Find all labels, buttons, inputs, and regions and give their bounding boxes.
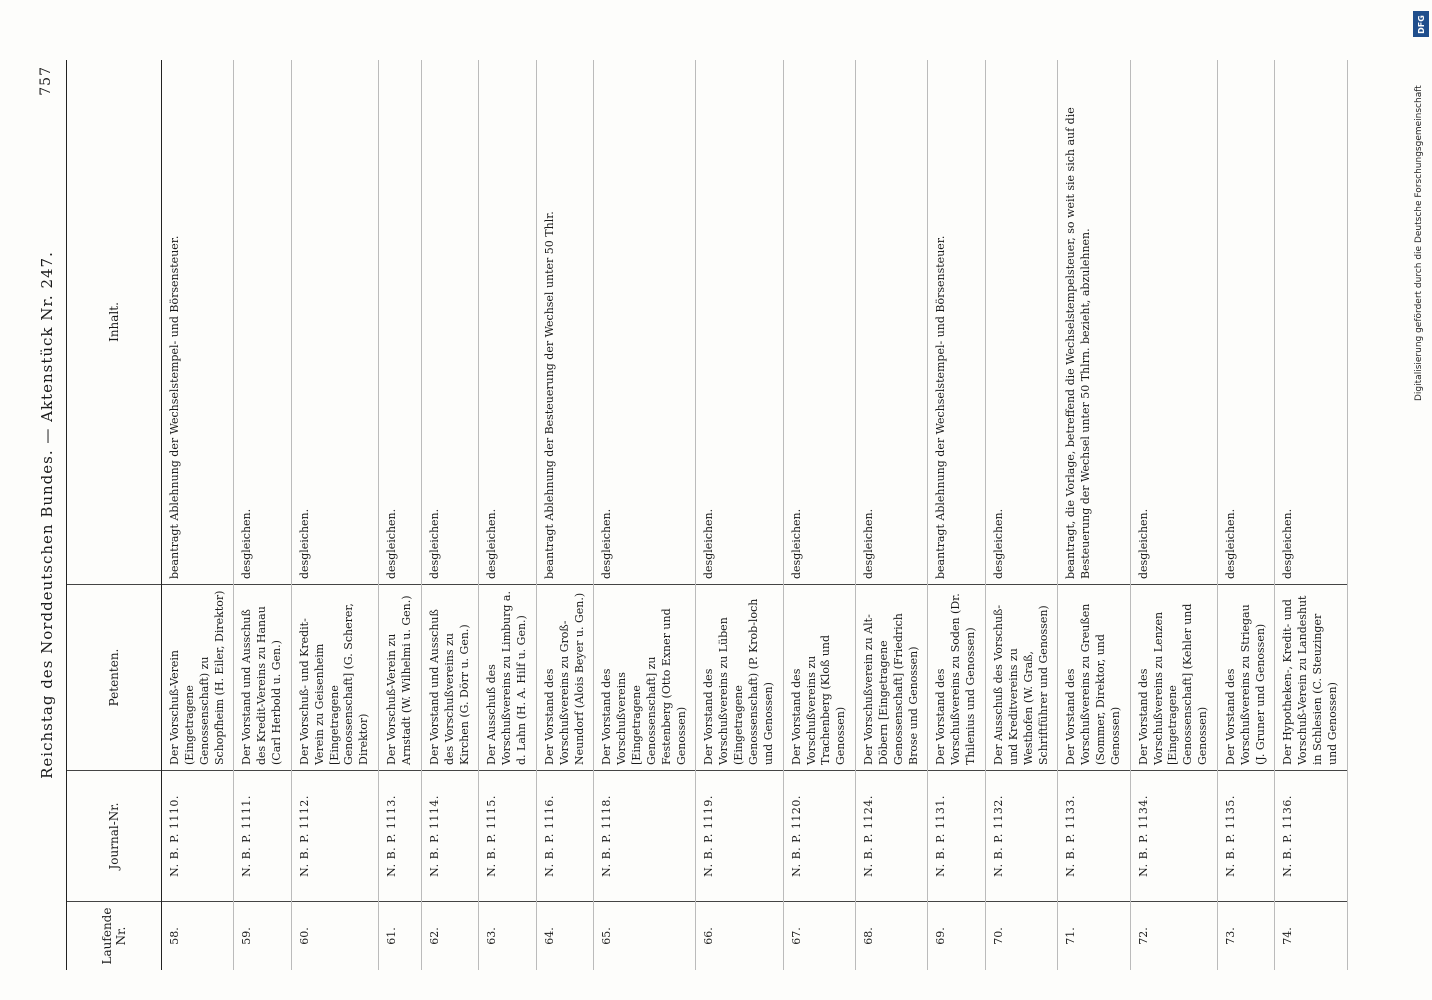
- journal-number: N. B. P. 1131.: [928, 771, 986, 902]
- digitization-credit: Digitalisierung gefördert durch die Deutsche Forschungsgemeinschaft: [1414, 85, 1424, 401]
- petition-content: beantragt Ablehnung der Besteuerung der Wechsel unter 50 Thlr.: [536, 60, 594, 585]
- petitioner: Der Vorschuß-Verein zu Arnstadt (W. Wilhelmi u. Gen.): [379, 585, 422, 771]
- row-number: 68.: [856, 902, 928, 971]
- petitioner: Der Vorschuß-Verein (Eingetragene Genossenschaft) zu Schopfheim (H. Eiler, Direktor): [162, 585, 234, 771]
- table-row: [1217, 60, 1275, 970]
- table-row: [1130, 60, 1217, 970]
- table-row: [856, 60, 928, 970]
- petitioner: Der Vorstand des Vorschußvereins zu Lüben (Eingetragene Genossenschaft) (P. Krob-loch und Genossen): [696, 585, 783, 771]
- col-header-sender: Petenten.: [67, 585, 162, 771]
- table-row: [783, 60, 855, 970]
- petition-table: [66, 60, 1348, 970]
- table-row: [291, 60, 378, 970]
- table-row: [421, 60, 479, 970]
- journal-number: N. B. P. 1134.: [1130, 771, 1217, 902]
- table-row: [536, 60, 594, 970]
- journal-number: N. B. P. 1135.: [1217, 771, 1275, 902]
- petition-content: desgleichen.: [379, 60, 422, 585]
- petition-content: desgleichen.: [783, 60, 855, 585]
- digitization-sidebar: [1412, 5, 1430, 995]
- dfg-logo: DFG: [1413, 11, 1429, 37]
- row-number: 62.: [421, 902, 479, 971]
- row-number: 67.: [783, 902, 855, 971]
- row-number: 61.: [379, 902, 422, 971]
- petitioner: Der Vorstand des Vorschußvereins zu Soden (Dr. Thilenius und Genossen): [928, 585, 986, 771]
- row-number: 74.: [1275, 902, 1347, 971]
- petitioner: Der Vorstand und Ausschuß des Kredit-Vereins zu Hanau (Carl Herbold u. Gen.): [234, 585, 292, 771]
- petition-content: beantragt Ablehnung der Wechselstempel- und Börsensteuer.: [928, 60, 986, 585]
- petition-content: desgleichen.: [479, 60, 537, 585]
- row-number: 70.: [985, 902, 1057, 971]
- table-row: [696, 60, 783, 970]
- petition-content: desgleichen.: [696, 60, 783, 585]
- row-number: 66.: [696, 902, 783, 971]
- petitioner: Der Vorstand des Vorschußvereins zu Lenzen [Eingetragene Genossenschaft] (Kehler und Genossen): [1130, 585, 1217, 771]
- row-number: 58.: [162, 902, 234, 971]
- table-header-row: [67, 60, 162, 970]
- table-row: [379, 60, 422, 970]
- petition-content: desgleichen.: [856, 60, 928, 585]
- petition-content: desgleichen.: [594, 60, 696, 585]
- journal-number: N. B. P. 1110.: [162, 771, 234, 902]
- journal-number: N. B. P. 1118.: [594, 771, 696, 902]
- journal-number: N. B. P. 1115.: [479, 771, 537, 902]
- petition-content: desgleichen.: [1275, 60, 1347, 585]
- table-row: [479, 60, 537, 970]
- journal-number: N. B. P. 1133.: [1058, 771, 1130, 902]
- petition-content: desgleichen.: [1130, 60, 1217, 585]
- col-header-journal: Journal-Nr.: [67, 771, 162, 902]
- petitioner: Der Vorstand des Vorschußvereins [Eingetragene Genossenschaft] zu Festenberg (Otto Exner und Genossen): [594, 585, 696, 771]
- petition-content: desgleichen.: [1217, 60, 1275, 585]
- petitioner: Der Ausschuß des Vorschuß- und Kreditvereins zu Westhofen (W. Graß, Schriftführer und Genossen): [985, 585, 1057, 771]
- journal-number: N. B. P. 1120.: [783, 771, 855, 902]
- row-number: 63.: [479, 902, 537, 971]
- journal-number: N. B. P. 1119.: [696, 771, 783, 902]
- rotated-document-page: [30, 60, 1339, 970]
- journal-number: N. B. P. 1113.: [379, 771, 422, 902]
- page-number: 757: [38, 66, 54, 96]
- table-row: [162, 60, 234, 970]
- petition-content: desgleichen.: [291, 60, 378, 585]
- journal-number: N. B. P. 1111.: [234, 771, 292, 902]
- row-number: 64.: [536, 902, 594, 971]
- journal-number: N. B. P. 1116.: [536, 771, 594, 902]
- journal-number: N. B. P. 1124.: [856, 771, 928, 902]
- header-title: Reichstag des Norddeutschen Bundes. — Aktenstück Nr. 247.: [38, 251, 56, 779]
- row-number: 71.: [1058, 902, 1130, 971]
- table-row: [594, 60, 696, 970]
- table-row: [985, 60, 1057, 970]
- petitioner: Der Vorstand des Vorschußvereins zu Groß-Neundorf (Alois Beyer u. Gen.): [536, 585, 594, 771]
- petitioner: Der Vorstand des Vorschußvereins zu Greußen (Sommer, Direktor, und Genossen): [1058, 585, 1130, 771]
- petitioner: Der Ausschuß des Vorschußvereins zu Limburg a. d. Lahn (H. A. Hilf u. Gen.): [479, 585, 537, 771]
- row-number: 60.: [291, 902, 378, 971]
- petitioner: Der Hypotheken-, Kredit- und Vorschuß-Verein zu Landeshut in Schlesien (C. Steuzinger und Genossen): [1275, 585, 1347, 771]
- petition-content: desgleichen.: [985, 60, 1057, 585]
- journal-number: N. B. P. 1136.: [1275, 771, 1347, 902]
- petition-content: beantragt Ablehnung der Wechselstempel- und Börsensteuer.: [162, 60, 234, 585]
- table-row: [1275, 60, 1347, 970]
- petitioner: Der Vorstand und Ausschuß des Vorschußvereins zu Kirchen (G. Dörr u. Gen.): [421, 585, 479, 771]
- row-number: 59.: [234, 902, 292, 971]
- petition-content: beantragt, die Vorlage, betreffend die Wechselstempelsteuer, so weit sie sich auf die Besteuerung der Wechsel unter 50 Thlrn. bezieht, abzulehnen.: [1058, 60, 1130, 585]
- petitioner: Der Vorschuß- und Kredit-Verein zu Geisenheim [Eingetragene Genossenschaft] (G. Scherer, Direktor): [291, 585, 378, 771]
- table-row: [234, 60, 292, 970]
- row-number: 73.: [1217, 902, 1275, 971]
- table-row: [1058, 60, 1130, 970]
- col-header-nr: Laufende Nr.: [67, 902, 162, 971]
- row-number: 69.: [928, 902, 986, 971]
- petitioner: Der Vorstand des Vorschußvereins zu Striegau (J. Gruner und Genossen): [1217, 585, 1275, 771]
- petition-content: desgleichen.: [234, 60, 292, 585]
- running-header: [30, 60, 64, 970]
- journal-number: N. B. P. 1112.: [291, 771, 378, 902]
- journal-number: N. B. P. 1132.: [985, 771, 1057, 902]
- row-number: 72.: [1130, 902, 1217, 971]
- petition-content: desgleichen.: [421, 60, 479, 585]
- col-header-content: Inhalt.: [67, 60, 162, 585]
- journal-number: N. B. P. 1114.: [421, 771, 479, 902]
- table-row: [928, 60, 986, 970]
- row-number: 65.: [594, 902, 696, 971]
- petitioner: Der Vorstand des Vorschußvereins zu Trachenberg (Kloß und Genossen): [783, 585, 855, 771]
- petitioner: Der Vorschußverein zu Alt-Döbern [Eingetragene Genossenschaft] (Friedrich Brose und Genossen): [856, 585, 928, 771]
